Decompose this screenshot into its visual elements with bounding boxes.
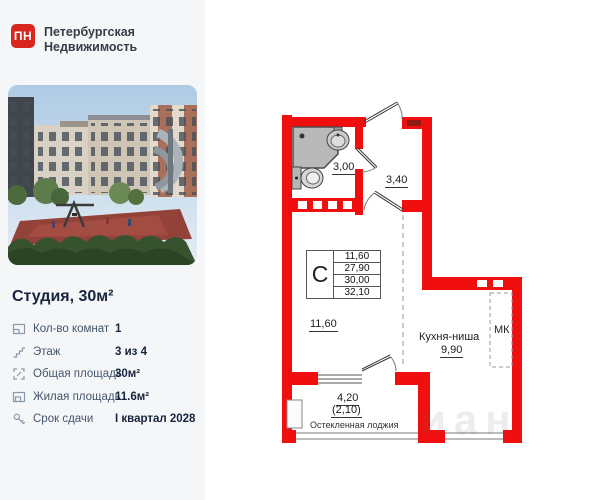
property-label: Этаж: [33, 345, 61, 358]
room-door: [364, 191, 403, 211]
balcony-door: [362, 355, 396, 371]
brand-name-line2: Недвижимость: [44, 40, 138, 54]
mk-label: МК: [494, 324, 510, 336]
property-value: 11.6м²: [115, 390, 150, 403]
property-label: Общая площадь: [33, 368, 122, 381]
stamp-value: 11,60: [344, 251, 370, 262]
listing-title: Студия, 30м²: [12, 288, 114, 305]
hall-area-label: 3,40: [386, 174, 408, 186]
bathroom-door: [356, 148, 377, 172]
bathroom-area-label: 3,00: [333, 161, 355, 173]
property-value: 3 из 4: [115, 345, 147, 358]
stamp-values: [333, 251, 380, 298]
property-value: 30м²: [115, 368, 141, 381]
stamp-value: 32,10: [334, 286, 380, 298]
balcony-cabinet: [287, 400, 302, 428]
brand-name-line1: Петербургская: [44, 25, 135, 39]
property-value: I квартал 2028: [115, 413, 196, 426]
entrance-door: [364, 102, 402, 123]
property-label: Кол-во комнат: [33, 323, 110, 336]
property-value: 1: [115, 323, 122, 336]
watermark: иан: [420, 396, 519, 443]
stamp-value: 30,00: [334, 274, 380, 286]
toilet-icon: [292, 167, 323, 189]
balcony-window: [296, 433, 418, 439]
balcony-door-sill: [318, 375, 362, 383]
entrance-threshold-mark: [407, 120, 421, 126]
brand-logo-text: ПН: [13, 29, 33, 43]
living-area-label: 11,60: [310, 318, 337, 330]
property-label: Жилая площадь: [33, 390, 121, 403]
kitchen-name-label: Кухня-ниша: [419, 331, 480, 343]
balcony-length-label: 4,20: [337, 392, 359, 404]
property-label: Срок сдачи: [33, 413, 94, 426]
balcony-name-label: Остекленная лоджия: [310, 420, 399, 430]
balcony-area-label: (2,10): [332, 404, 361, 416]
plan-stamp: [306, 250, 381, 299]
stamp-letter: С: [311, 261, 329, 287]
stamp-value: 27,90: [334, 262, 380, 274]
kitchen-area-label: 9,90: [441, 344, 463, 356]
